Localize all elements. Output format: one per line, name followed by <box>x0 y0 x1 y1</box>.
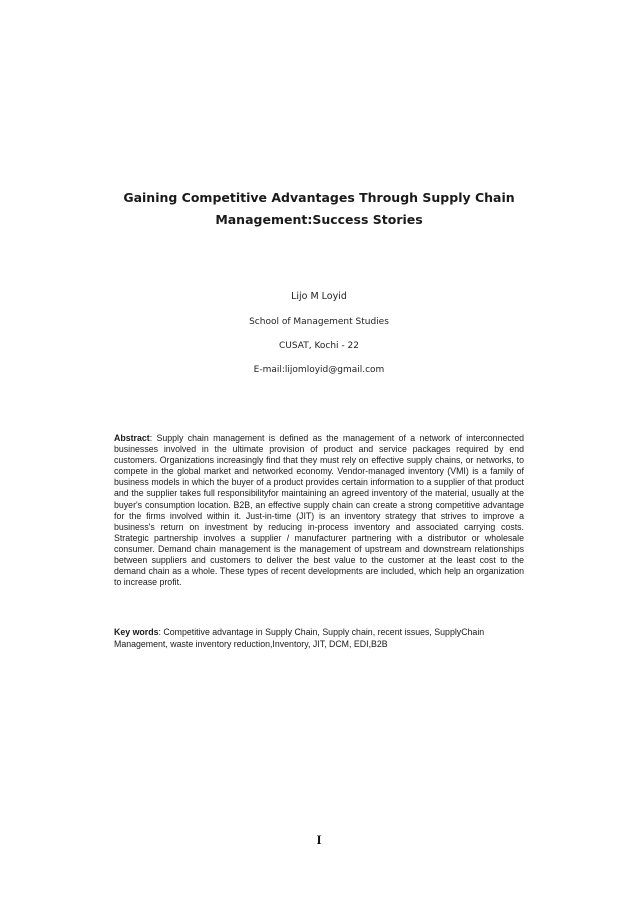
author-address: CUSAT, Kochi - 22 <box>279 341 359 351</box>
keywords-text: : Competitive advantage in Supply Chain, Supply chain, recent issues, SupplyChain Management, waste inventory reduction,Inventory, JIT, DCM, EDI,B2B <box>114 627 485 649</box>
author-email: E-mail:lijomloyid@gmail.com <box>253 365 385 375</box>
abstract-text: : Supply chain management is defined as the management of a network of interconnected businesses involved in the ultimate provision of product and service packages required by end customers. Organizations increasingly find that they must rely on effective supply chains, or networks, to compete in the global market and networked economy. Vendor-managed inventory (VMI) is a family of business models in which the buyer of a product provides certain information to a supplier of that product and the supplier takes full responsibilityfor maintaining an agreed inventory of the material, usually at the buyer's consumption location. B2B, an effective supply chain can create a strong competitive advantage for the firms involved within it. Just-in-time (JIT) is an inventory strategy that strives to improve a business's return on investment by reducing in-process inventory and associated carrying costs. Strategic partnership involves a supplier / manufacturer partnering with a distributor or wholesale consumer. Demand chain management is the management of upstream and downstream relationships between suppliers and customers to deliver the best value to the customer at the least cost to the demand chain as a whole. These types of recent developments are included, which help an organization to increase profit. <box>114 433 524 588</box>
author-affiliation: School of Management Studies <box>249 317 389 327</box>
paper-title-line-1: Gaining Competitive Advantages Through Supply Chain <box>123 190 515 205</box>
abstract-paragraph <box>114 433 524 588</box>
author-name: Lijo M Loyid <box>291 291 347 302</box>
keywords-paragraph <box>114 627 524 650</box>
page-number: I <box>316 832 322 847</box>
paper-title-line-2: Management:Success Stories <box>215 212 423 227</box>
keywords-label: Key words <box>114 627 159 637</box>
abstract-label: Abstract <box>114 433 150 443</box>
paper-title <box>100 187 538 231</box>
